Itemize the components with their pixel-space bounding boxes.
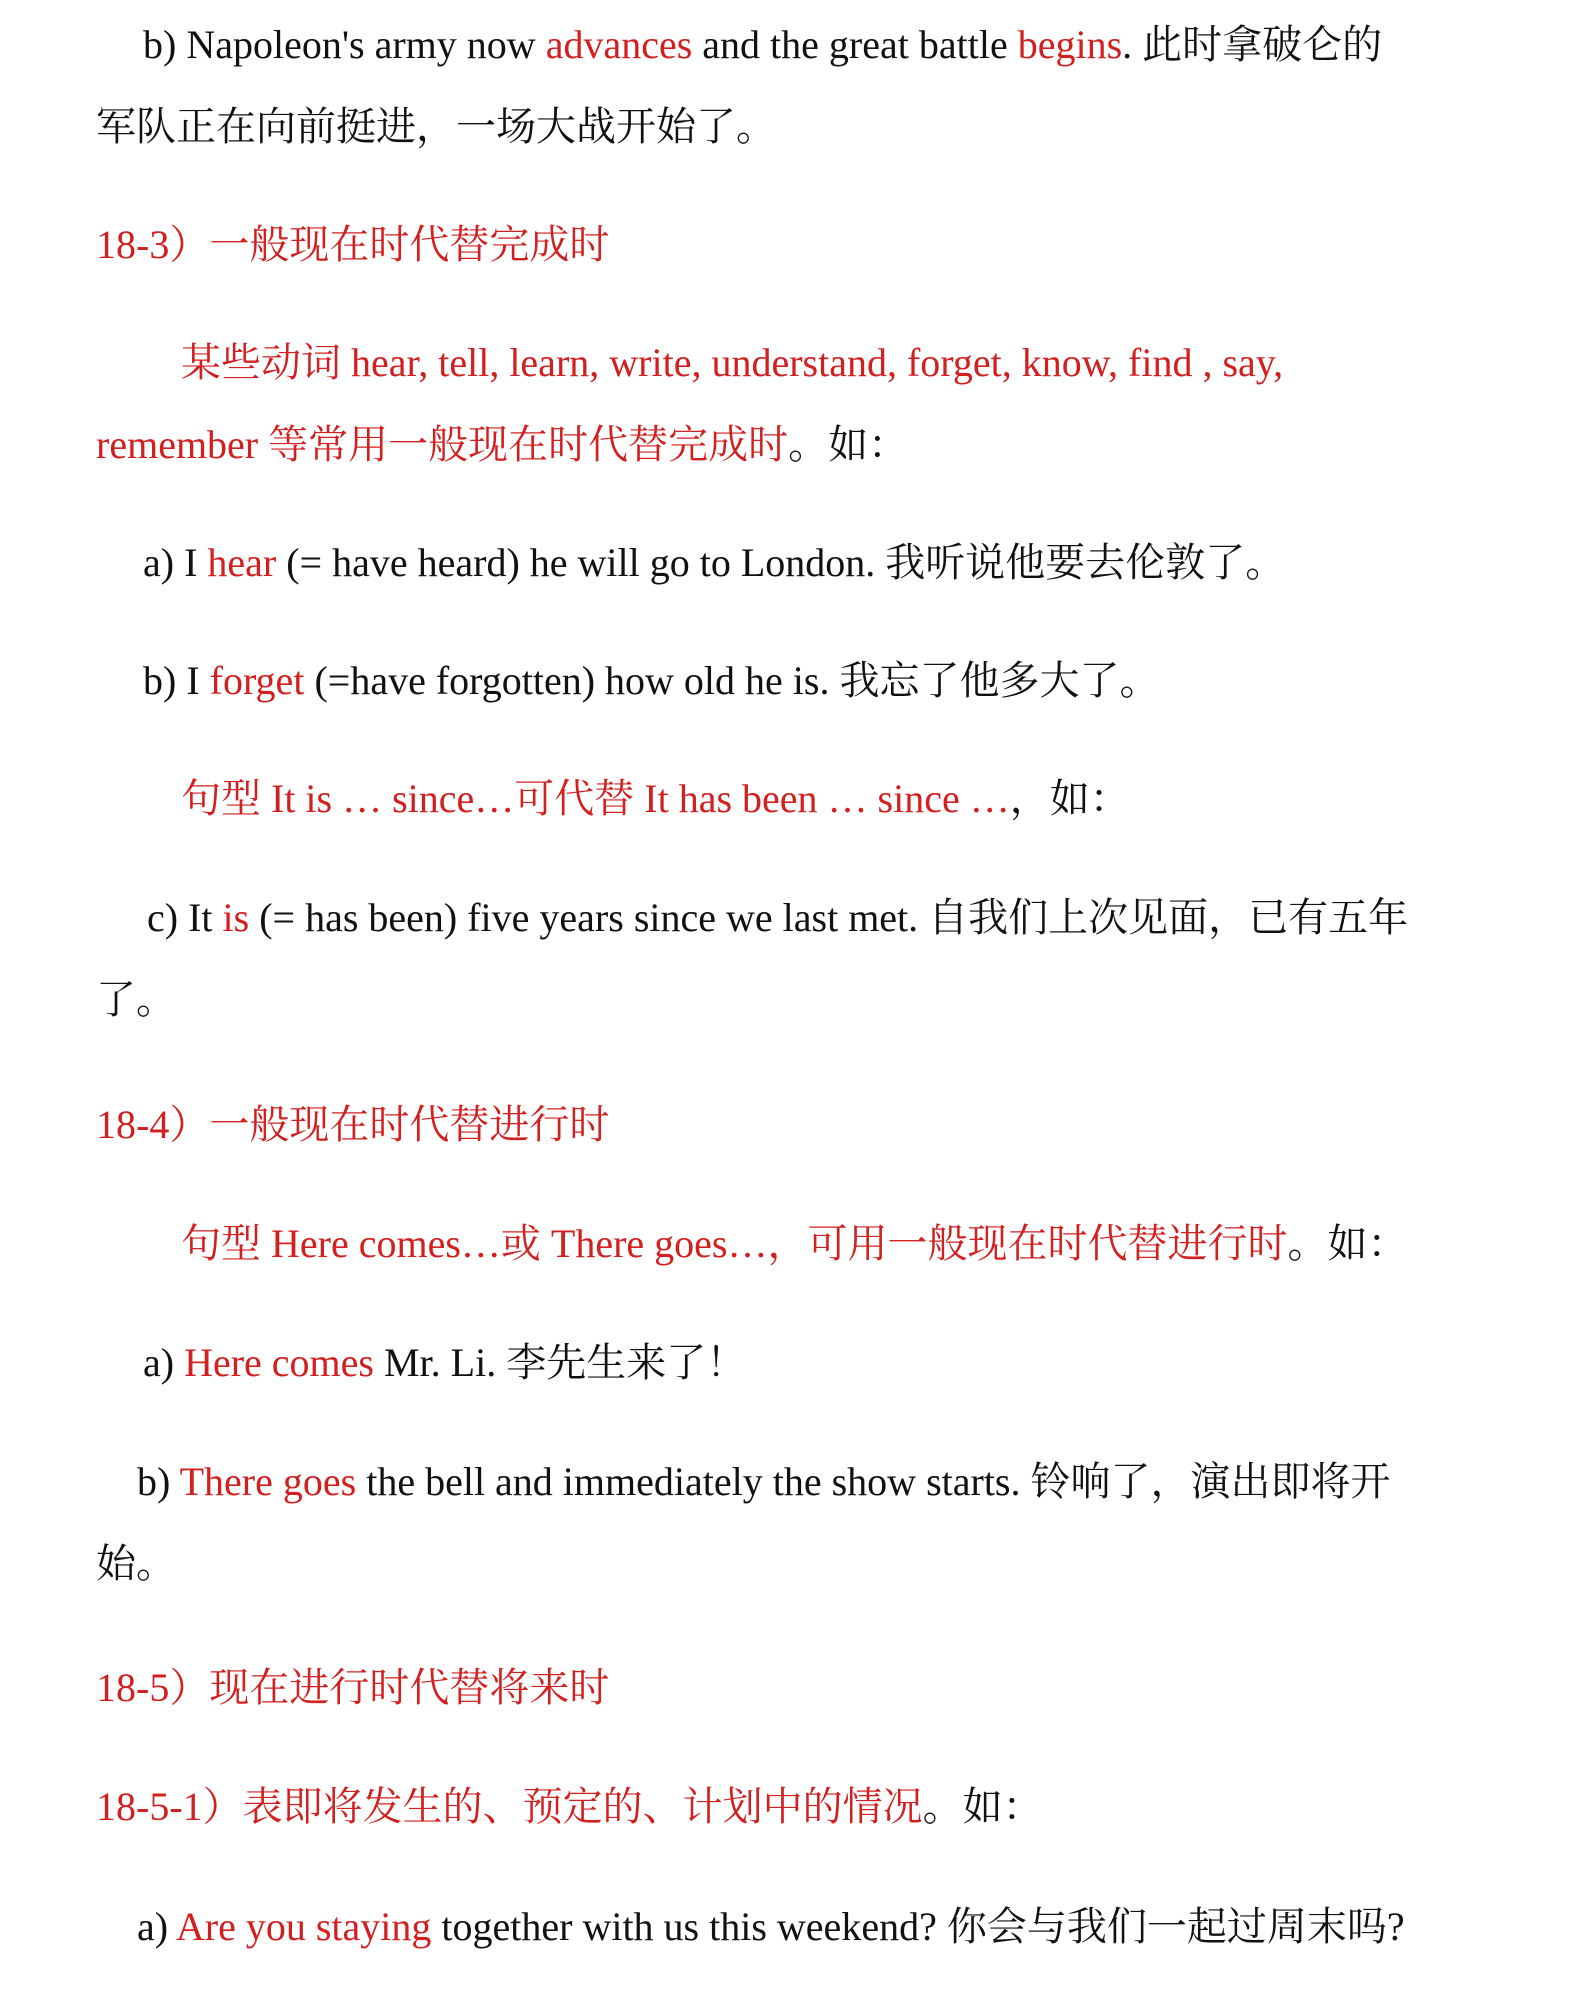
example-text: the bell and immediately the show starts. 铃响了，演出即将开 (356, 1459, 1391, 1504)
rule-18-3-line1: 某些动词 hear, tell, learn, write, understand, forget, know, find , say, (181, 340, 1284, 385)
rule-18-3-line2 (96, 420, 908, 470)
example-label: a) (137, 1904, 176, 1949)
rule-18-4 (181, 1219, 1407, 1269)
highlight-is: is (222, 895, 250, 940)
example-label: b) Napoleon's army now (143, 22, 546, 67)
example-b-napoleon (143, 20, 1382, 70)
section-heading-18-3: 18-3）一般现在时代替完成时 (96, 222, 610, 267)
rule-suffix: ，如： (1009, 776, 1130, 821)
example-b-napoleon-continued: 军队正在向前挺进，一场大战开始了。 (96, 104, 776, 149)
example-text: and the great battle (692, 22, 1018, 67)
example-text: (= have heard) he will go to London. 我听说他要去伦敦了。 (276, 540, 1286, 585)
heading-suffix: 。如： (922, 1784, 1043, 1829)
example-a-are-you-staying (137, 1902, 1405, 1952)
example-label: b) I (143, 658, 210, 703)
example-b-forget (143, 656, 1159, 706)
example-text: Mr. Li. 李先生来了！ (373, 1340, 747, 1385)
example-label: a) (143, 1340, 185, 1385)
example-label: b) (137, 1459, 180, 1504)
example-b-there-goes (137, 1457, 1391, 1507)
rule-suffix: 。如： (788, 422, 909, 467)
highlight-advances: advances (545, 22, 693, 67)
highlight-are-you-staying: Are you staying (175, 1904, 432, 1949)
highlight-forget: forget (209, 658, 305, 703)
rule-text: 句型 Here comes…或 There goes…，可用一般现在时代替进行时 (181, 1221, 1288, 1266)
example-c-is (147, 893, 1408, 943)
example-label: a) I (143, 540, 208, 585)
rule-it-is-since (181, 774, 1130, 824)
heading-text: 18-5-1）表即将发生的、预定的、计划中的情况 (96, 1784, 923, 1829)
highlight-begins: begins (1017, 22, 1123, 67)
highlight-hear: hear (207, 540, 277, 585)
rule-suffix: 。如： (1287, 1221, 1408, 1266)
example-text: (=have forgotten) how old he is. 我忘了他多大了。 (304, 658, 1160, 703)
rule-text: remember 等常用一般现在时代替完成时 (96, 422, 789, 467)
rule-text: 句型 It is … since…可代替 It has been … since … (181, 776, 1010, 821)
example-label: c) It (147, 895, 223, 940)
highlight-there-goes: There goes (179, 1459, 357, 1504)
example-text: together with us this weekend? 你会与我们一起过周末吗? (431, 1904, 1405, 1949)
highlight-here-comes: Here comes (184, 1340, 374, 1385)
example-c-is-continued: 了。 (96, 977, 176, 1022)
example-a-hear (143, 538, 1285, 588)
example-b-there-goes-continued: 始。 (96, 1541, 176, 1586)
example-text: (= has been) five years since we last met. 自我们上次见面，已有五年 (249, 895, 1409, 940)
example-a-here-comes (143, 1338, 746, 1388)
section-heading-18-5-1 (96, 1782, 1043, 1832)
section-heading-18-5: 18-5）现在进行时代替将来时 (96, 1665, 610, 1710)
section-heading-18-4: 18-4）一般现在时代替进行时 (96, 1102, 610, 1147)
example-text: . 此时拿破仑的 (1122, 22, 1383, 67)
